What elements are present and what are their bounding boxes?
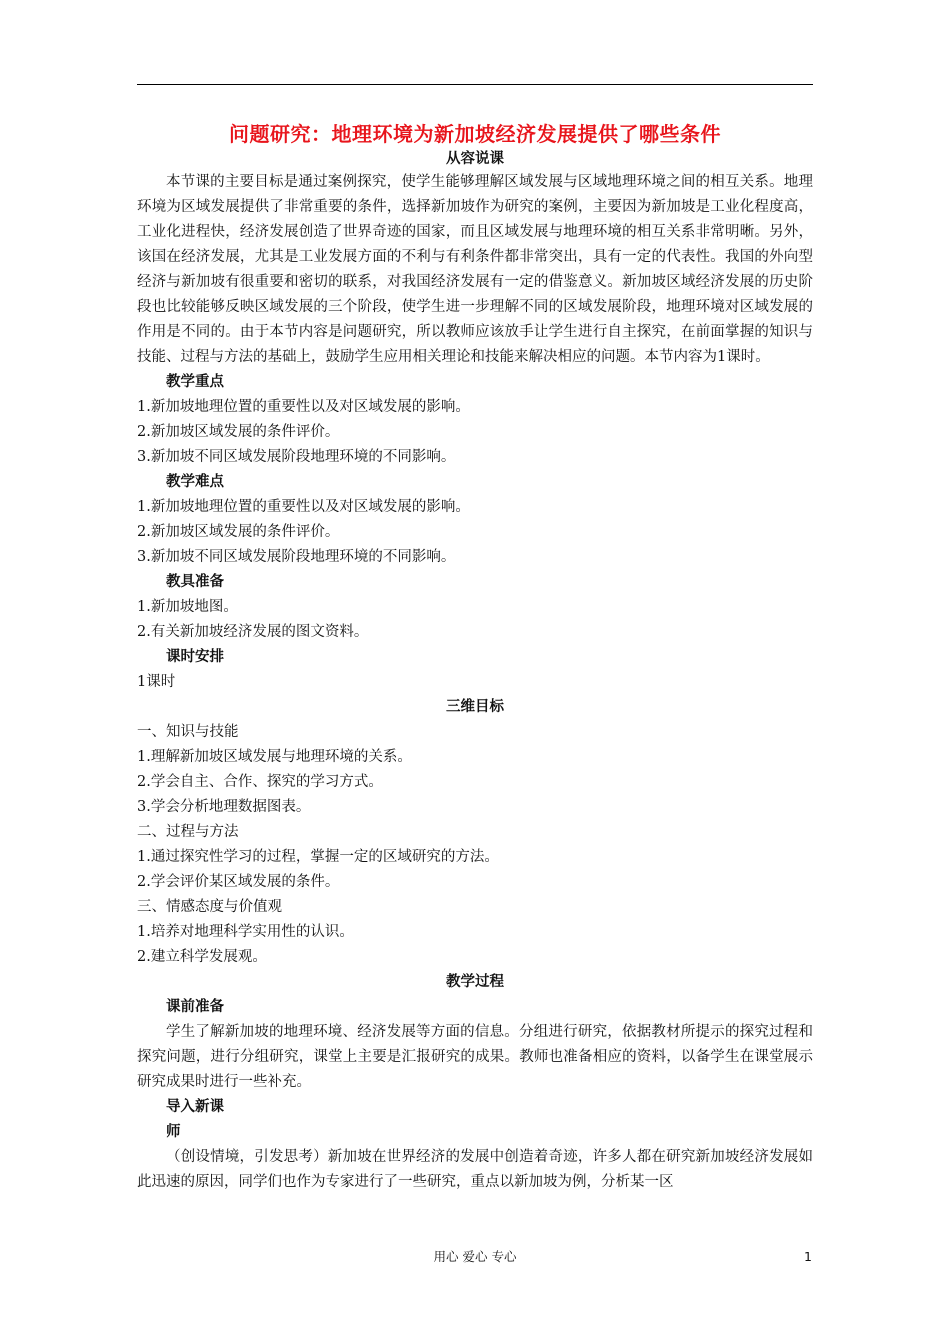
difficulties-heading: 教学难点 [166,474,224,490]
list-item: 1.培养对地理科学实用性的认识。 [137,924,354,940]
goals-heading: 三维目标 [446,699,504,715]
schedule-heading: 课时安排 [166,649,224,665]
intro-paragraph: 本节课的主要目标是通过案例探究，使学生能够理解区域发展与区域地理环境之间的相互关系。地理环境为区域发展提供了非常重要的条件，选择新加坡作为研究的案例，主要因为新加坡是工业化程度高，工业化进程快，经济发展创造了世界奇迹的国家，而且区域发展与地理环境的相互关系非常明晰。另外，该国在经济发展，尤其是工业发展方面的不利与有利条件都非常突出，具有一定的代表性。我国的外向型经济与新加坡有很重要和密切的联系，对我国经济发展有一定的借鉴意义。新加坡区域经济发展的历史阶段也比较能够反映区域发展的三个阶段，使学生进一步理解不同的区域发展阶段，地理环境对区域发展的作用是不同的。由于本节内容是问题研究，所以教师应该放手让学生进行自主探究，在前面掌握的知识与技能、过程与方法的基础上，鼓励学生应用相关理论和技能来解决相应的问题。本节内容为1课时。 [137,174,813,365]
list-item: 1.新加坡地理位置的重要性以及对区域发展的影响。 [137,399,470,415]
document-body [137,120,813,1195]
list-item: 2.有关新加坡经济发展的图文资料。 [137,624,369,640]
list-item: 1.新加坡地理位置的重要性以及对区域发展的影响。 [137,499,470,515]
materials-heading: 教具准备 [166,574,224,590]
key-points-heading: 教学重点 [166,374,224,390]
list-item: 3.新加坡不同区域发展阶段地理环境的不同影响。 [137,449,456,465]
schedule-value: 1课时 [137,674,176,690]
prep-heading: 课前准备 [166,999,224,1015]
prep-paragraph: 学生了解新加坡的地理环境、经济发展等方面的信息。分组进行研究，依据教材所提示的探究过程和探究问题，进行分组研究，课堂上主要是汇报研究的成果。教师也准备相应的资料，以备学生在课堂展示研究成果时进行一些补充。 [137,1024,813,1090]
document-title: 问题研究：地理环境为新加坡经济发展提供了哪些条件 [229,122,721,146]
list-item: 1.新加坡地图。 [137,599,238,615]
list-item: 2.新加坡区域发展的条件评价。 [137,424,340,440]
list-item: 1.理解新加坡区域发展与地理环境的关系。 [137,749,412,765]
goals-process-heading: 二、过程与方法 [137,824,239,840]
goals-emotion-heading: 三、情感态度与价值观 [137,899,282,915]
list-item: 3.新加坡不同区域发展阶段地理环境的不同影响。 [137,549,456,565]
teacher-paragraph: （创设情境，引发思考）新加坡在世界经济的发展中创造着奇迹，许多人都在研究新加坡经济发展如此迅速的原因，同学们也作为专家进行了一些研究，重点以新加坡为例，分析某一区 [137,1149,813,1190]
list-item: 3.学会分析地理数据图表。 [137,799,311,815]
footer-motto: 用心 爱心 专心 [433,1249,517,1264]
teacher-label: 师 [166,1124,181,1140]
section-heading-lecture: 从容说课 [446,151,504,167]
list-item: 2.学会自主、合作、探究的学习方式。 [137,774,383,790]
list-item: 2.建立科学发展观。 [137,949,267,965]
process-heading: 教学过程 [446,974,504,990]
goals-knowledge-heading: 一、知识与技能 [137,724,239,740]
list-item: 1.通过探究性学习的过程，掌握一定的区域研究的方法。 [137,849,499,865]
header-rule [137,84,813,85]
page-number: 1 [804,1249,812,1264]
list-item: 2.新加坡区域发展的条件评价。 [137,524,340,540]
list-item: 2.学会评价某区域发展的条件。 [137,874,340,890]
intro-lesson-heading: 导入新课 [166,1099,224,1115]
